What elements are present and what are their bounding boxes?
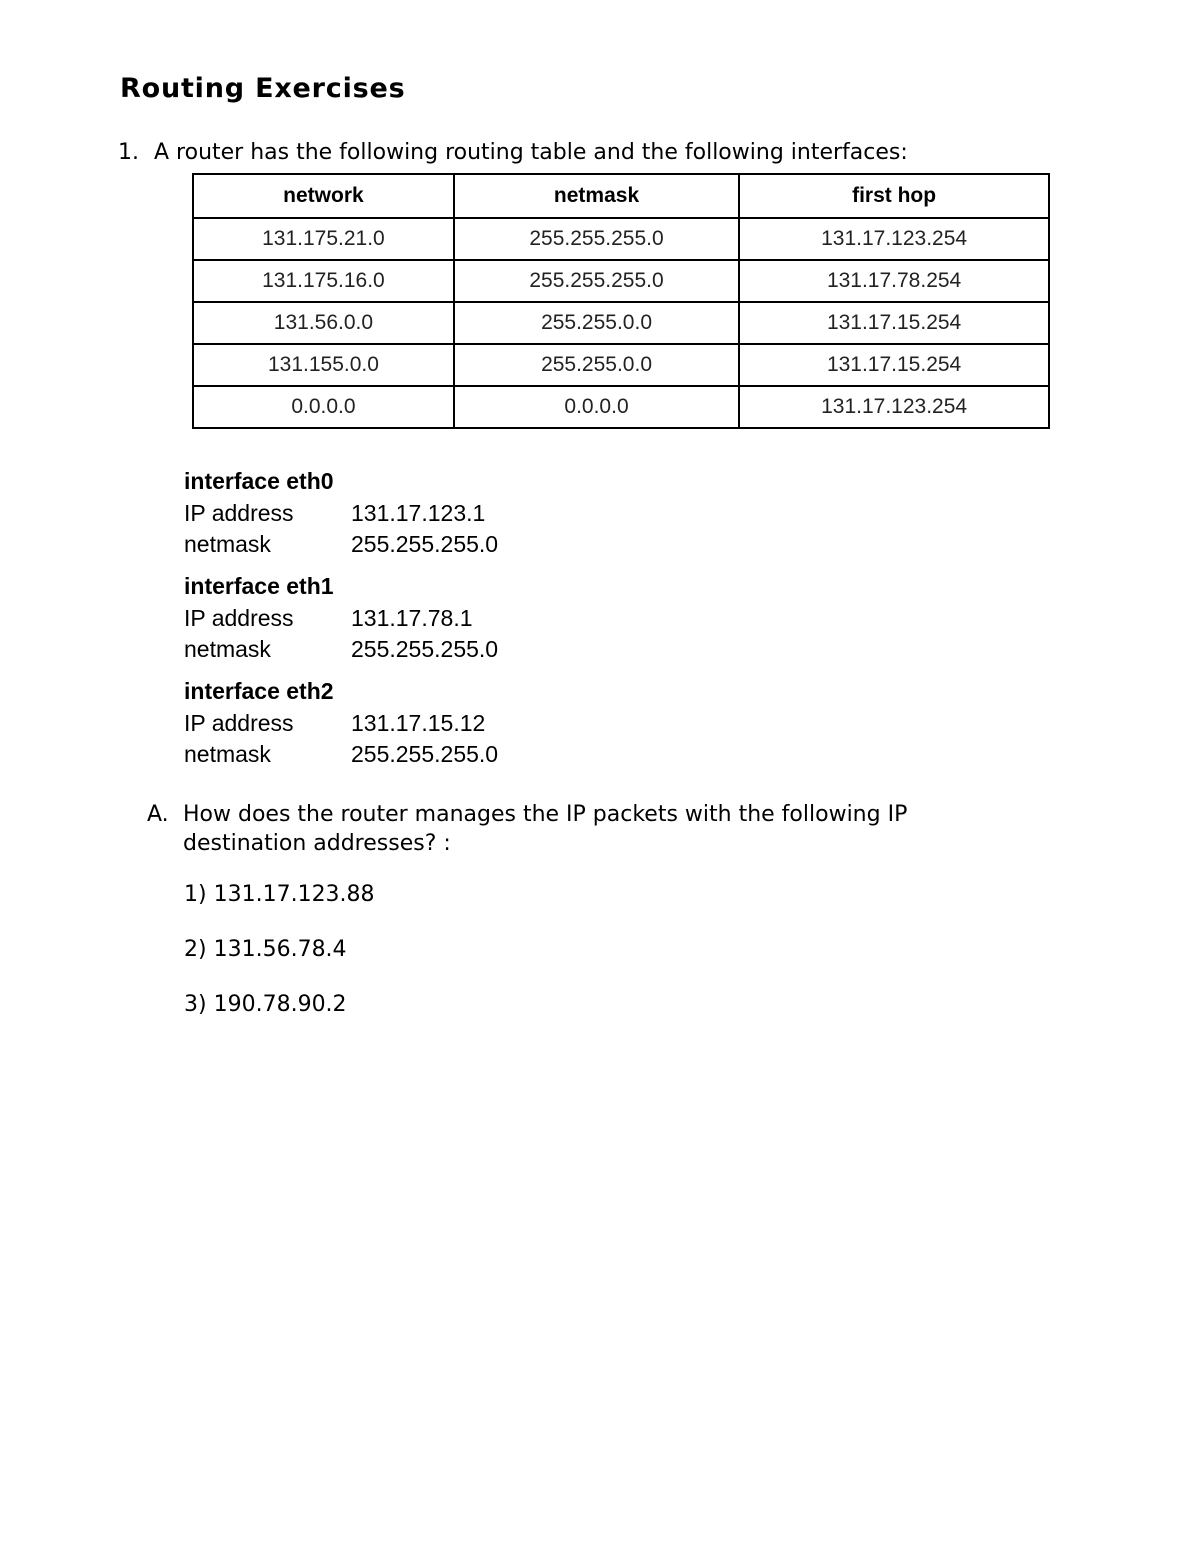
question-1 [118, 137, 908, 169]
cell-first-hop: 131.17.78.254 [739, 260, 1049, 302]
address-value: 190.78.90.2 [213, 992, 347, 1017]
ip-label: IP address [184, 604, 294, 631]
cell-network: 131.175.16.0 [193, 260, 454, 302]
table-row [193, 218, 1049, 260]
table-row [193, 260, 1049, 302]
interface-eth0 [184, 466, 498, 561]
netmask-label: netmask [184, 636, 271, 662]
list-item [184, 935, 375, 990]
interface-ip-row [184, 498, 498, 530]
routing-table-header-row [193, 174, 1049, 218]
sub-question-letter: A. [147, 802, 169, 827]
routing-table [192, 173, 1050, 429]
address-value: 131.56.78.4 [213, 937, 347, 962]
cell-network: 131.155.0.0 [193, 344, 454, 386]
cell-first-hop: 131.17.123.254 [739, 218, 1049, 260]
sub-question-a [147, 800, 1003, 858]
interface-title: interface eth0 [184, 468, 334, 494]
netmask-value: 255.255.255.0 [351, 741, 499, 767]
cell-netmask: 255.255.255.0 [454, 218, 739, 260]
ip-label: IP address [184, 709, 294, 736]
netmask-value: 255.255.255.0 [351, 636, 499, 662]
interface-mask-row [184, 634, 498, 666]
list-item [184, 880, 375, 935]
interface-ip-row [184, 708, 498, 740]
header-netmask: netmask [454, 174, 739, 218]
address-number: 2) [184, 937, 207, 962]
address-list [184, 880, 375, 1045]
netmask-value: 255.255.255.0 [351, 531, 499, 557]
interface-mask-row [184, 739, 498, 771]
ip-value: 131.17.15.12 [351, 709, 486, 736]
interface-mask-row [184, 529, 498, 561]
netmask-label: netmask [184, 531, 271, 557]
cell-netmask: 255.255.0.0 [454, 302, 739, 344]
ip-label: IP address [184, 499, 294, 526]
cell-network: 0.0.0.0 [193, 386, 454, 428]
cell-network: 131.56.0.0 [193, 302, 454, 344]
cell-netmask: 0.0.0.0 [454, 386, 739, 428]
sub-question-text: How does the router manages the IP packets with the following IP destination addresses? : [183, 802, 908, 856]
netmask-label: netmask [184, 741, 271, 767]
cell-netmask: 255.255.255.0 [454, 260, 739, 302]
cell-netmask: 255.255.0.0 [454, 344, 739, 386]
header-network: network [193, 174, 454, 218]
header-first-hop: first hop [739, 174, 1049, 218]
page-title: Routing Exercises [120, 73, 406, 104]
question-text: A router has the following routing table and the following interfaces: [154, 140, 908, 165]
ip-value: 131.17.78.1 [351, 604, 473, 631]
address-number: 3) [184, 992, 207, 1017]
list-item [184, 990, 375, 1045]
question-number: 1. [118, 140, 139, 165]
interface-title: interface eth1 [184, 573, 334, 599]
cell-first-hop: 131.17.123.254 [739, 386, 1049, 428]
table-row [193, 344, 1049, 386]
cell-first-hop: 131.17.15.254 [739, 344, 1049, 386]
interface-title: interface eth2 [184, 678, 334, 704]
cell-first-hop: 131.17.15.254 [739, 302, 1049, 344]
cell-network: 131.175.21.0 [193, 218, 454, 260]
address-value: 131.17.123.88 [213, 882, 375, 907]
interface-eth2 [184, 676, 498, 771]
address-number: 1) [184, 882, 207, 907]
table-row [193, 386, 1049, 428]
interface-ip-row [184, 603, 498, 635]
ip-value: 131.17.123.1 [351, 499, 486, 526]
interface-eth1 [184, 571, 498, 666]
table-row [193, 302, 1049, 344]
